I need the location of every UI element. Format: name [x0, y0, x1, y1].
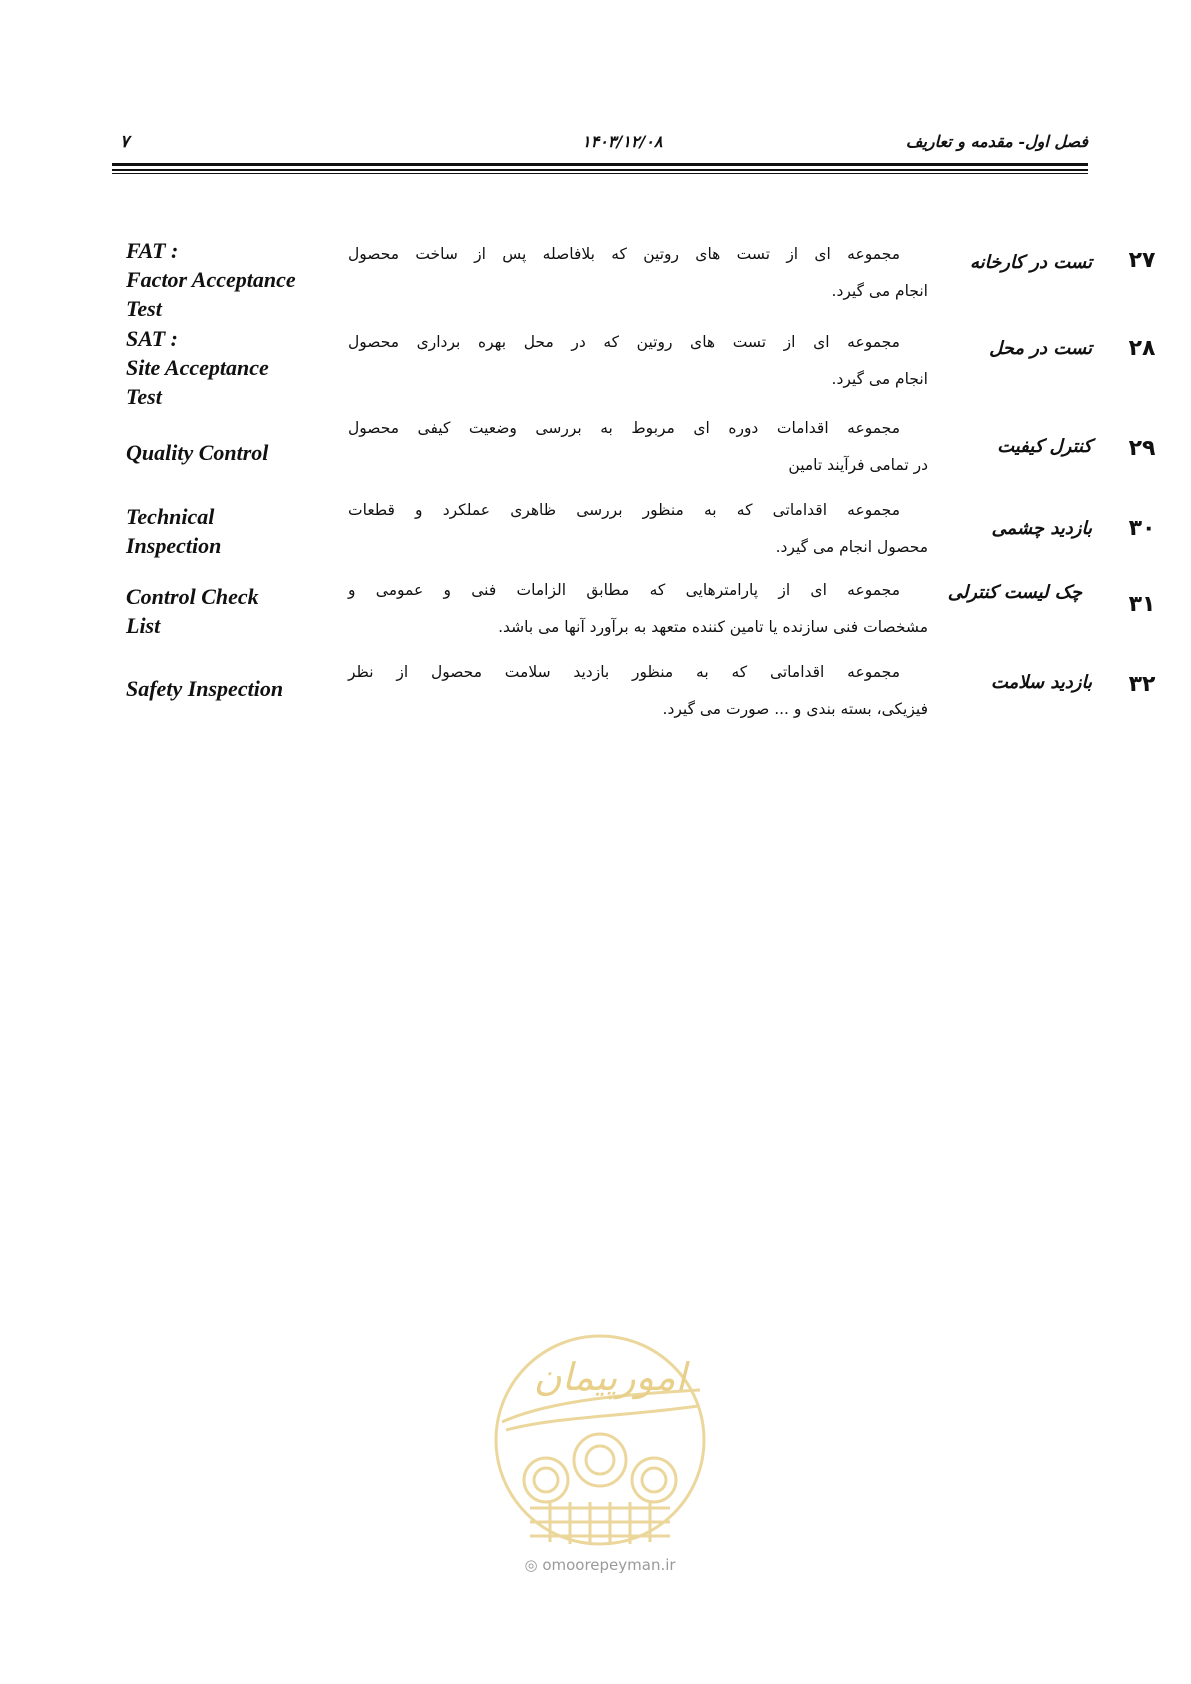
- row-number: ۳۱: [1128, 592, 1156, 617]
- definition-text: مجموعه ای از تست های روتین که در محل بهره برداری محصول انجام می گیرد.: [348, 333, 928, 388]
- persian-term: تست در کارخانه: [969, 252, 1092, 273]
- globe-icon: ◎: [524, 1556, 538, 1574]
- document-date: ۱۴۰۳/۱۲/۰۸: [582, 132, 663, 151]
- row-number: ۳۰: [1128, 516, 1156, 541]
- english-term: Safety Inspection: [126, 676, 284, 701]
- page-header: [112, 128, 1088, 160]
- watermark-url: ◎ omoorepeyman.ir: [524, 1556, 676, 1574]
- logo-text: امورپیمان: [533, 1355, 687, 1399]
- row-number: ۳۲: [1128, 672, 1156, 697]
- row-number: ۲۷: [1128, 248, 1156, 273]
- persian-term: تست در محل: [989, 338, 1092, 359]
- persian-term: چک لیست کنترلی: [947, 582, 1082, 603]
- english-term: SAT : Site Acceptance Test: [126, 326, 269, 409]
- watermark-logo-icon: [490, 1330, 710, 1550]
- definition-text: مجموعه ای از پارامترهایی که مطابق الزامات فنی و عمومی و مشخصات فنی سازنده یا تامین کننده متعهد به برآورد آنها می باشد.: [348, 581, 928, 636]
- definition-text: مجموعه اقدامات دوره ای مربوط به بررسی وضعیت کیفی محصول در تمامی فرآیند تامین: [348, 419, 928, 474]
- persian-term: کنترل کیفیت: [997, 436, 1092, 457]
- definition-text: مجموعه اقداماتی که به منظور بازدید سلامت محصول از نظر فیزیکی، بسته بندی و ... صورت می گیرد.: [348, 663, 928, 718]
- header-rule-thin: [112, 173, 1088, 174]
- header-rule-thick: [112, 163, 1088, 166]
- persian-term: بازدید سلامت: [990, 672, 1092, 693]
- definition-text: مجموعه ای از تست های روتین که بلافاصله پس از ساخت محصول انجام می گیرد.: [348, 245, 928, 300]
- english-term: Control Check List: [126, 584, 259, 638]
- definition-text: مجموعه اقداماتی که به منظور بررسی ظاهری عملکرد و قطعات محصول انجام می گیرد.: [348, 501, 928, 556]
- chapter-title: فصل اول- مقدمه و تعاریف: [905, 132, 1088, 151]
- row-number: ۲۹: [1128, 436, 1156, 461]
- persian-term: بازدید چشمی: [991, 518, 1092, 539]
- row-number: ۲۸: [1128, 336, 1156, 361]
- english-term: Technical Inspection: [126, 504, 222, 558]
- page-number: ۷: [120, 132, 130, 152]
- english-term: FAT : Factor Acceptance Test: [126, 238, 296, 321]
- english-term: Quality Control: [126, 440, 269, 465]
- header-rule-medium: [112, 169, 1088, 171]
